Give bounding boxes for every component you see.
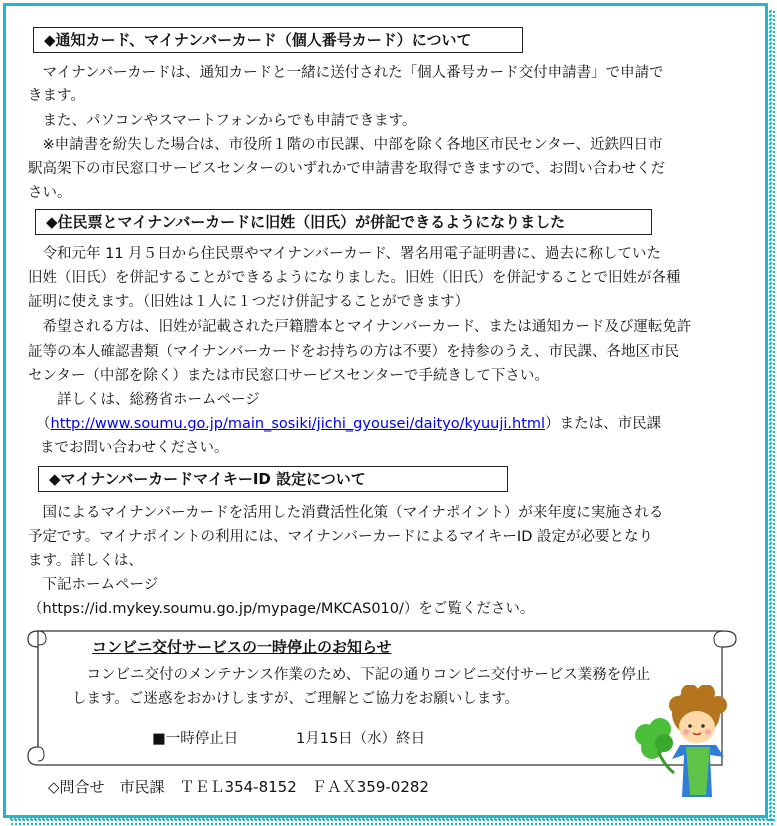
section3-line-1: 国によるマイナンバーカードを活用した消費活性化策（マイナポイント）が来年度に実施される: [28, 505, 664, 521]
contact-info: ◇問合せ 市民課 ＴＥＬ354-8152 ＦＡＸ359-0282: [48, 778, 429, 796]
section1-line-3: また、パソコンやスマートフォンからでも申請できます。: [28, 113, 417, 129]
notice-stop-label: ■一時停止日: [152, 731, 239, 747]
section3-line-5: （https://id.mykey.soumu.go.jp/mypage/MKCAS010/）をご覧ください。: [28, 601, 535, 617]
clover-child-mascot-icon: [630, 685, 730, 800]
section3-heading: ◆マイナンバーカードマイキーID 設定について: [38, 466, 508, 492]
section2-line-3: 証明に使えます。（旧姓は１人に１つだけ併記することができます）: [28, 294, 470, 310]
link-suffix: ）または、市民課: [545, 416, 662, 432]
section2-line-4: 希望される方は、旧姓が記載された戸籍謄本とマイナンバーカード、または通知カード及び運転免許: [28, 319, 692, 335]
link-prefix: （: [36, 416, 51, 432]
section3-line-3: ます。詳しくは、: [28, 553, 143, 569]
section1-line-5: 駅高架下の市民窓口サービスセンターのいずれかで申請書を取得できますので、お問い合わせくだ: [28, 161, 666, 177]
section1-line-4: ※申請書を紛失した場合は、市役所１階の市民課、中部を除く各地区市民センター、近鉄四日市: [28, 137, 663, 153]
section1-line-1: マイナンバーカードは、通知カードと一緒に送付された「個人番号カード交付申請書」で申請で: [28, 65, 664, 81]
section2-line-5: 証等の本人確認書類（マイナンバーカードをお持ちの方は不要）を持参のうえ、市民課、各地区市民: [28, 344, 680, 360]
section1-line-2: きます。: [28, 88, 85, 104]
section1-line-6: さい。: [28, 185, 72, 201]
section2-line-6: センター（中部を除く）または市民窓口サービスセンターで手続きして下さい。: [28, 368, 549, 384]
section2-last-line: までお問い合わせください。: [40, 440, 229, 456]
section2-heading: ◆住民票とマイナンバーカードに旧姓（旧氏）が併記できるようになりました: [35, 209, 652, 235]
frame-shadow-right: [768, 10, 775, 822]
notice-line-1: コンビニ交付のメンテナンス作業のため、下記の通りコンビニ交付サービス業務を停止: [72, 667, 651, 683]
frame-shadow-bottom: [10, 818, 775, 825]
section2-line-1: 令和元年 11 月５日から住民票やマイナンバーカード、署名用電子証明書に、過去に称していた: [28, 246, 662, 262]
notice-title: コンビニ交付サービスの一時停止のお知らせ: [92, 638, 392, 656]
notice-stop-date: 1月15日（水）終日: [296, 731, 426, 747]
section3-line-4: 下記ホームページ: [28, 577, 159, 593]
section2-link-line: [36, 413, 661, 435]
notice-line-2: します。ご迷惑をおかけしますが、ご理解とご協力をお願いします。: [72, 691, 520, 707]
section1-heading: ◆通知カード、マイナンバーカード（個人番号カード）について: [33, 27, 523, 53]
section2-line-2: 旧姓（旧氏）を併記することができるようになりました。旧姓（旧氏）を併記することで旧姓が各種: [28, 270, 681, 286]
section2-line-7: 詳しくは、総務省ホームページ: [28, 392, 260, 408]
soumu-kyuuji-link[interactable]: http://www.soumu.go.jp/main_sosiki/jichi_gyousei/daityo/kyuuji.html: [50, 416, 546, 432]
section3-line-2: 予定です。マイナポイントの利用には、マイナンバーカードによるマイキーID 設定が必要となり: [28, 529, 653, 545]
